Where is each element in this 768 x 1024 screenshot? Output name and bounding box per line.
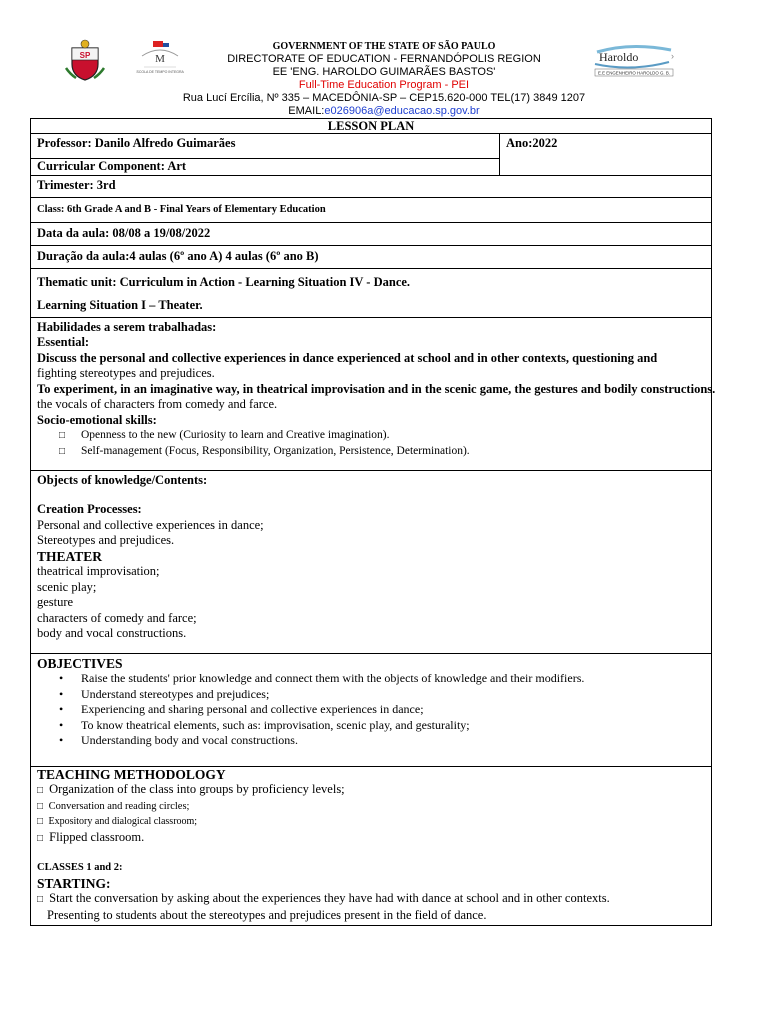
list-item: Stereotypes and prejudices. [37,533,175,547]
essential-title: Essential: [37,335,90,349]
list-item: □ Self-management (Focus, Responsibility, Organization, Persistence, Determination). [59,444,705,460]
list-item: Personal and collective experiences in dance; [37,517,264,532]
header-government: GOVERNMENT OF THE STATE OF SÃO PAULO [272,41,496,52]
objects-title: Objects of knowledge/Contents: [37,472,208,487]
svg-text:›: › [671,51,674,61]
trimester-cell: Trimester: 3rd [31,175,712,197]
list-item: • To know theatrical elements, such as: improvisation, scenic play, and gesturality; [37,718,597,734]
lesson-date-cell: Data da aula: 08/08 a 19/08/2022 [31,222,712,245]
year-cell: Ano:2022 [500,134,712,176]
lesson-duration-cell: Duração da aula:4 aulas (6º ano A) 4 aulas (6º ano B) [31,245,712,268]
list-item: □ Openness to the new (Curiosity to learn and Creative imagination). [59,428,705,444]
class-cell: Class: 6th Grade A and B - Final Years of Elementary Education [31,197,712,222]
learning-situation: Learning Situation I – Theater. [37,298,203,312]
header-directorate: DIRECTORATE OF EDUCATION - FERNANDÓPOLIS REGION [227,53,541,65]
header-email-link[interactable]: e026906a@educacao.sp.gov.br [324,105,480,117]
objectives-title: OBJECTIVES [37,655,123,671]
list-item: gesture [37,595,74,609]
list-item: □ Flipped classroom. [37,829,145,844]
list-item: • Experiencing and sharing personal and collective experiences in dance; [37,702,597,718]
starting-title: STARTING: [37,875,111,891]
list-item: □ Conversation and reading circles; [37,800,190,812]
list-item: □ Organization of the class into groups by proficiency levels; [37,782,345,796]
socio-emotional-list [59,428,705,459]
methodology-title: TEACHING METHODOLOGY [37,766,226,782]
socio-emotional-title: Socio-emotional skills: [37,412,157,427]
theater-title: THEATER [37,548,103,564]
header-program: Full-Time Education Program - PEI [298,79,470,91]
sp-logo-text: SP [79,51,91,60]
lesson-plan-title: LESSON PLAN [31,119,712,134]
thematic-unit-cell [31,268,712,317]
list-item: body and vocal constructions. [37,626,187,640]
essential-skill-2: To experiment, in an imaginative way, in theatrical improvisation and in the scenic game, the gestures and bodily constructions. [37,381,716,396]
list-item: □ Expository and dialogical classroom; [37,816,198,827]
essential-skill-1-cont: fighting stereotypes and prejudices. [37,366,215,380]
classes-title: CLASSES 1 and 2: [37,862,123,873]
lesson-plan-table [30,118,716,926]
pei-logo-letter: M [155,53,165,65]
essential-skill-2-cont: the vocals of characters from comedy and farce. [37,397,278,411]
creation-processes-title: Creation Processes: [37,502,142,516]
list-item: • Understanding body and vocal constructions. [37,733,597,749]
professor-cell: Professor: Danilo Alfredo Guimarães [31,134,500,159]
pei-logo-subtext: ESCOLA DE TEMPO INTEGRAL [136,70,184,74]
list-item: characters of comedy and farce; [37,610,197,625]
haroldo-logo-text: Haroldo [599,50,639,64]
objectives-list [37,671,597,749]
header-address: Rua Lucí Ercília, Nº 335 – MACEDÔNIA-SP – CEP15.620-000 TEL(17) 3849 1207 [182,92,586,104]
haroldo-logo-subtext: E.E ENGENHEIRO HAROLDO G. B. [598,70,670,76]
objectives-cell [31,653,712,766]
skills-title: Habilidades a serem trabalhadas: [37,319,217,334]
list-item: theatrical improvisation; [37,564,160,578]
list-item: scenic play; [37,579,97,594]
starting-item-2: Presenting to students about the stereotypes and prejudices present in the field of dance. [47,907,487,922]
header-school-name: EE 'ENG. HAROLDO GUIMARÃES BASTOS' [272,66,496,78]
document-header [0,40,768,118]
header-email-line [0,105,768,118]
header-email-label: EMAIL: [288,105,325,117]
skills-cell [31,317,716,470]
component-cell: Curricular Component: Art [31,159,500,176]
methodology-cell [31,766,712,926]
list-item: • Understand stereotypes and prejudices; [37,687,597,703]
starting-item-1: □ Start the conversation by asking about the experiences they have had with dance at school and in other contexts. [37,891,610,905]
objects-of-knowledge-cell [31,470,712,653]
thematic-unit: Thematic unit: Curriculum in Action - Learning Situation IV - Dance. [37,274,411,289]
essential-skill-1: Discuss the personal and collective experiences in dance experienced at school and in other contexts, questioning and [37,350,658,365]
list-item: • Raise the students' prior knowledge and connect them with the objects of knowledge and their modifiers. [37,671,597,687]
